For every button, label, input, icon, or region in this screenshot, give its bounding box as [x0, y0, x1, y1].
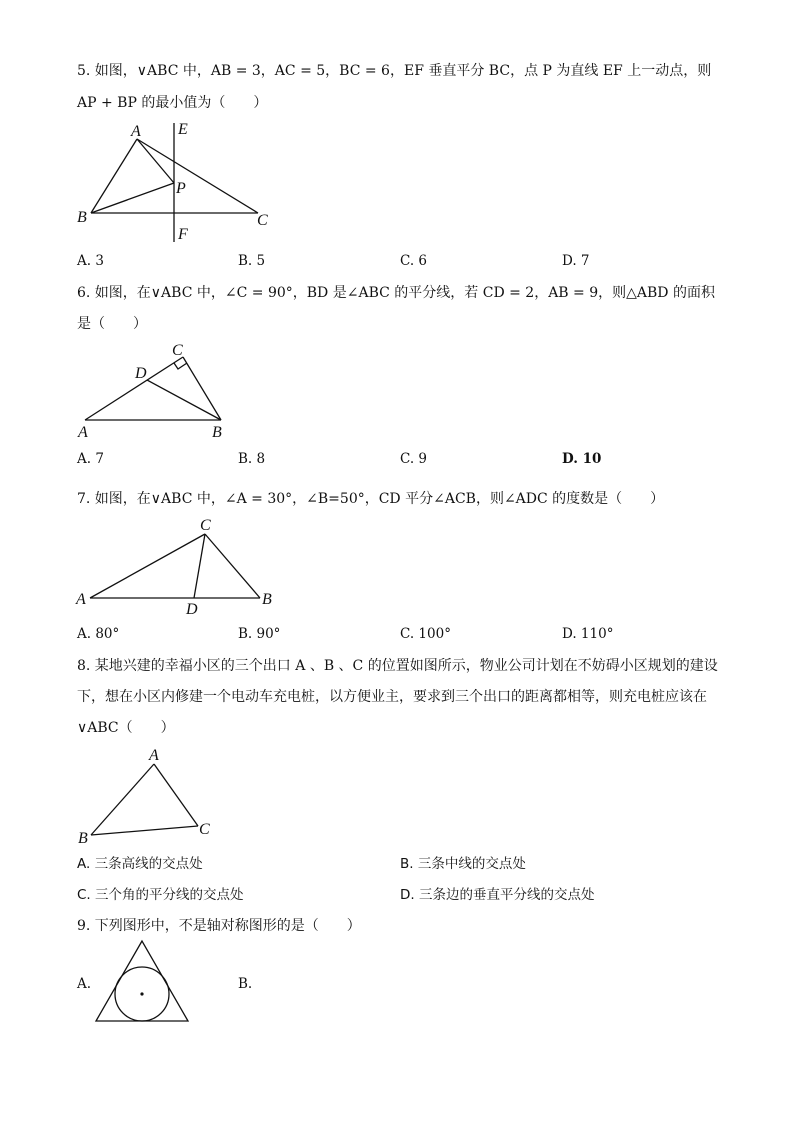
q5-label-C: C	[257, 212, 268, 229]
q5-stem-line1: 5. 如图，∨ABC 中，AB = 3，AC = 5，BC = 6，EF 垂直平分 BC，点 P 为直线 EF 上一动点，则	[77, 63, 712, 79]
q9-option-b-label: B.	[238, 976, 253, 992]
q6-option-a: A. 7	[77, 451, 104, 467]
q6-stem-line2: 是（ ）	[77, 316, 147, 332]
q8-stem-line2: 下，想在小区内修建一个电动车充电桩，以方便业主，要求到三个出口的距离都相等，则充电桩应该在	[77, 689, 707, 705]
q6-label-D: D	[135, 365, 147, 382]
q8-stem-line3: ∨ABC（ ）	[77, 720, 175, 736]
q7-option-b: B. 90°	[238, 626, 281, 642]
q7-stem-line1: 7. 如图，在∨ABC 中，∠A = 30°，∠B=50°，CD 平分∠ACB，则∠ADC 的度数是（ ）	[77, 491, 665, 507]
q5-label-A: A	[131, 123, 141, 140]
q6-option-b: B. 8	[238, 451, 266, 467]
q8-label-C: C	[199, 821, 210, 838]
q5-label-P: P	[176, 180, 186, 197]
q8-label-A: A	[149, 747, 159, 764]
q5-label-B: B	[77, 209, 87, 226]
q5-stem-line2: AP + BP 的最小值为（ ）	[77, 95, 268, 111]
q5-option-b: B. 5	[238, 253, 266, 269]
q8-option-b: B. 三条中线的交点处	[400, 856, 526, 872]
q7-option-d: D. 110°	[562, 626, 614, 642]
q6-label-A: A	[78, 424, 88, 441]
q6-label-B: B	[212, 424, 222, 441]
q5-option-d: D. 7	[562, 253, 590, 269]
q9-stem-line1: 9. 下列图形中，不是轴对称图形的是（ ）	[77, 918, 361, 934]
q9-option-a-label: A.	[77, 976, 92, 992]
q5-label-F: F	[178, 226, 188, 243]
q7-label-D: D	[186, 601, 198, 618]
q5-option-c: C. 6	[400, 253, 428, 269]
q7-label-B: B	[262, 591, 272, 608]
q7-option-c: C. 100°	[400, 626, 451, 642]
q6-option-c: C. 9	[400, 451, 428, 467]
q6-stem-line1: 6. 如图，在∨ABC 中，∠C = 90°，BD 是∠ABC 的平分线，若 CD = 2，AB = 9，则△ABD 的面积	[77, 285, 715, 301]
q9-triangle	[96, 941, 188, 1021]
q7-label-A: A	[76, 591, 86, 608]
q8-stem-line1: 8. 某地兴建的幸福小区的三个出口 A 、B 、C 的位置如图所示，物业公司计划在不妨碍小区规划的建设	[77, 658, 718, 674]
q9-center-dot	[140, 992, 143, 995]
q8-option-c: C. 三个角的平分线的交点处	[77, 887, 244, 903]
q5-option-a: A. 3	[77, 253, 104, 269]
q7-label-C: C	[200, 517, 211, 534]
q8-label-B: B	[78, 830, 88, 847]
q8-option-a: A. 三条高线的交点处	[77, 856, 203, 872]
q5-label-E: E	[178, 121, 188, 138]
q6-label-C: C	[172, 342, 183, 359]
q6-option-d: D. 10	[562, 451, 602, 467]
q8-option-d: D. 三条边的垂直平分线的交点处	[400, 887, 595, 903]
q7-option-a: A. 80°	[77, 626, 120, 642]
